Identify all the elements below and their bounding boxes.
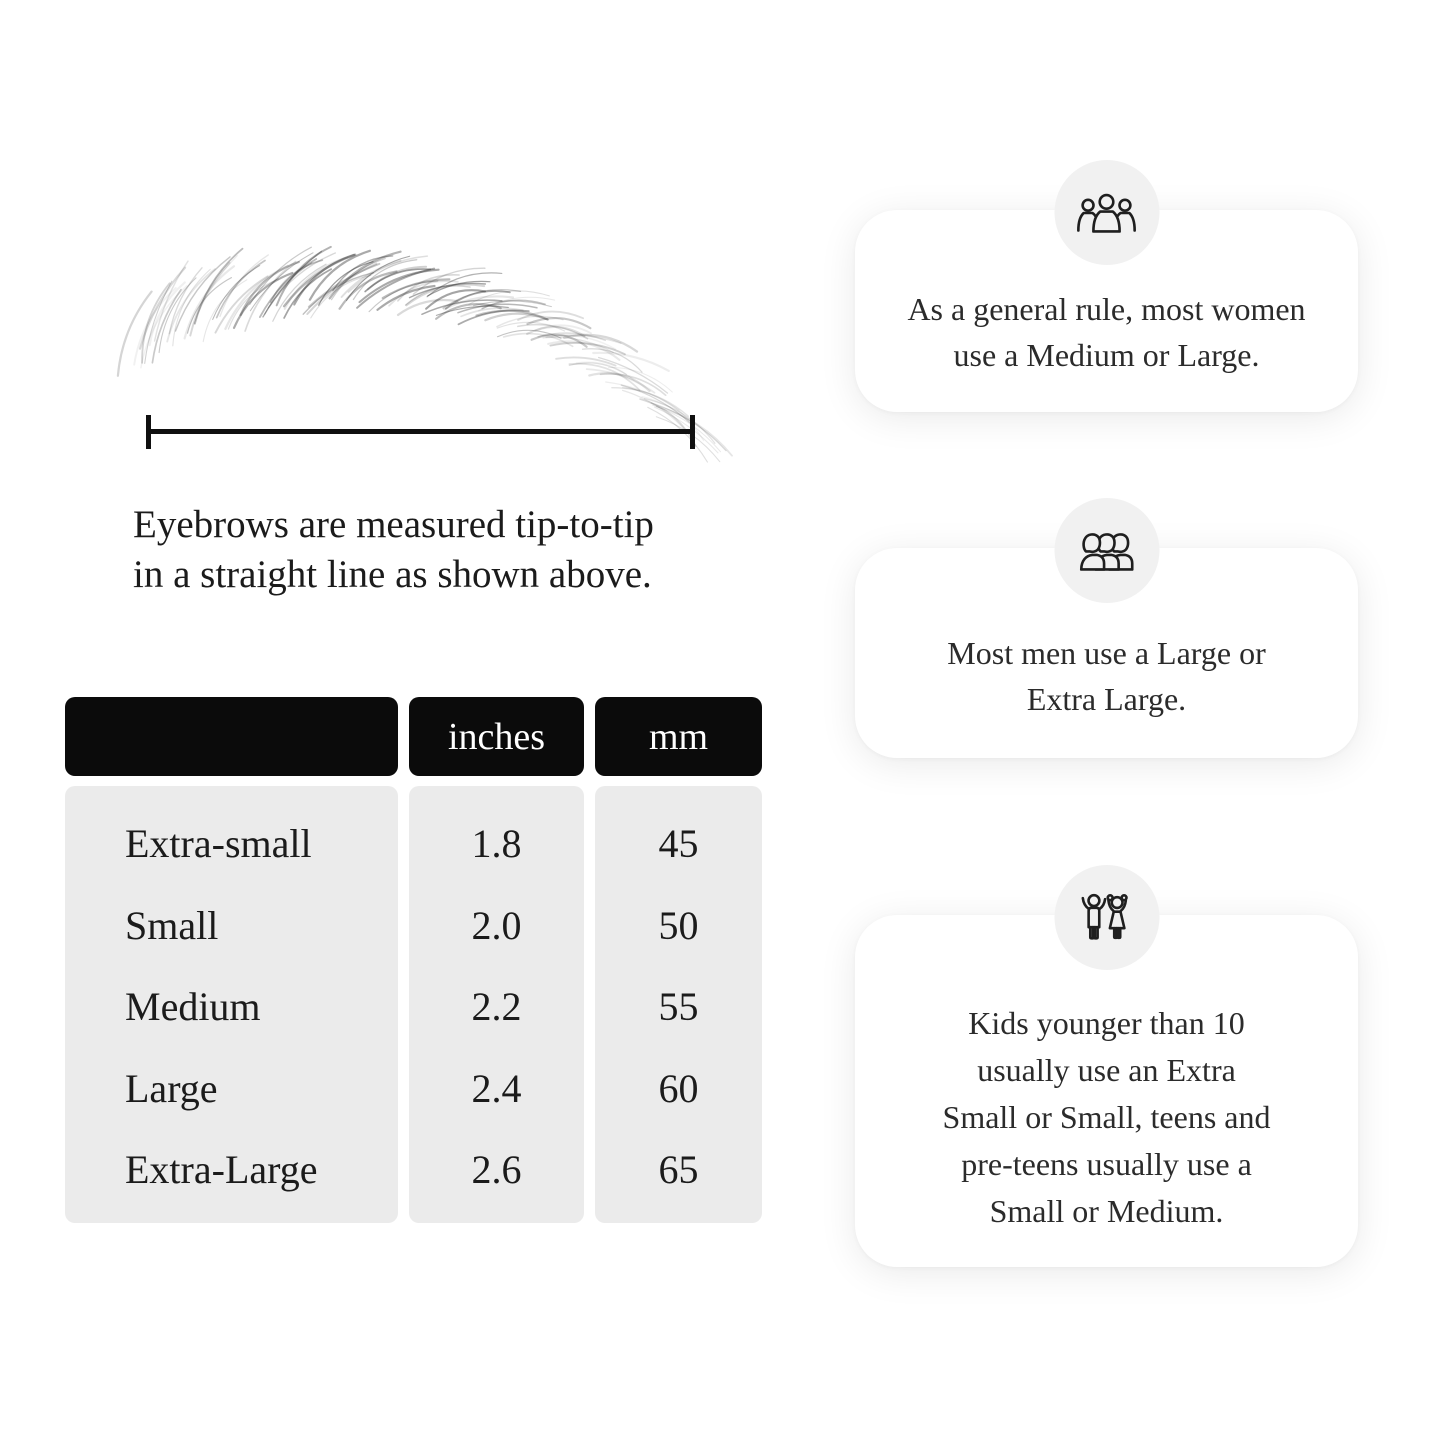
inches-cell: 2.6 xyxy=(471,1147,522,1193)
mm-cell: 50 xyxy=(658,902,699,948)
mm-cell: 45 xyxy=(658,821,699,867)
card-text-line: Small or Medium. xyxy=(989,1192,1224,1229)
mm-cell: 55 xyxy=(658,984,699,1030)
table-row xyxy=(65,966,762,1048)
card-text-line: usually use an Extra xyxy=(977,1051,1236,1088)
size-table-body xyxy=(65,786,762,1223)
info-card-kids xyxy=(855,915,1358,1267)
size-table-header xyxy=(65,697,762,776)
table-row xyxy=(65,1129,762,1211)
size-cell: Medium xyxy=(125,984,261,1030)
table-row xyxy=(65,803,762,885)
size-cell: Extra-small xyxy=(125,821,312,867)
card-text xyxy=(855,210,1358,412)
card-text-line: Kids younger than 10 xyxy=(968,1004,1245,1041)
measurement-caption xyxy=(133,500,654,600)
card-text-line: Extra Large. xyxy=(1026,681,1187,717)
measurement-line-bar xyxy=(151,429,690,434)
mm-cell: 65 xyxy=(658,1147,699,1193)
table-row xyxy=(65,885,762,967)
mm-cell: 60 xyxy=(658,1065,699,1111)
info-card-men xyxy=(855,548,1358,758)
table-row xyxy=(65,1048,762,1130)
card-text xyxy=(855,915,1358,1267)
size-table xyxy=(65,697,762,1223)
caption-line: in a straight line as shown above. xyxy=(133,553,652,596)
card-text-line: Most men use a Large or xyxy=(947,635,1266,671)
info-card-women xyxy=(855,210,1358,412)
size-cell: Extra-Large xyxy=(125,1147,318,1193)
card-text-line: use a Medium or Large. xyxy=(953,337,1260,373)
card-text xyxy=(855,548,1358,758)
size-cell: Large xyxy=(125,1065,218,1111)
header-size-cell xyxy=(65,697,398,776)
card-text-line: pre-teens usually use a xyxy=(961,1145,1252,1182)
header-mm-cell: mm xyxy=(595,697,762,776)
caption-line: Eyebrows are measured tip-to-tip xyxy=(133,503,654,546)
card-text-line: As a general rule, most women xyxy=(907,291,1306,327)
eyebrow-illustration xyxy=(110,228,710,398)
measurement-line xyxy=(146,415,695,449)
size-cell: Small xyxy=(125,902,219,948)
inches-cell: 2.2 xyxy=(471,984,522,1030)
header-inches-cell: inches xyxy=(409,697,584,776)
inches-cell: 1.8 xyxy=(471,821,522,867)
inches-cell: 2.0 xyxy=(471,902,522,948)
card-text-line: Small or Small, teens and xyxy=(942,1098,1271,1135)
inches-cell: 2.4 xyxy=(471,1065,522,1111)
table-rows xyxy=(65,786,762,1223)
